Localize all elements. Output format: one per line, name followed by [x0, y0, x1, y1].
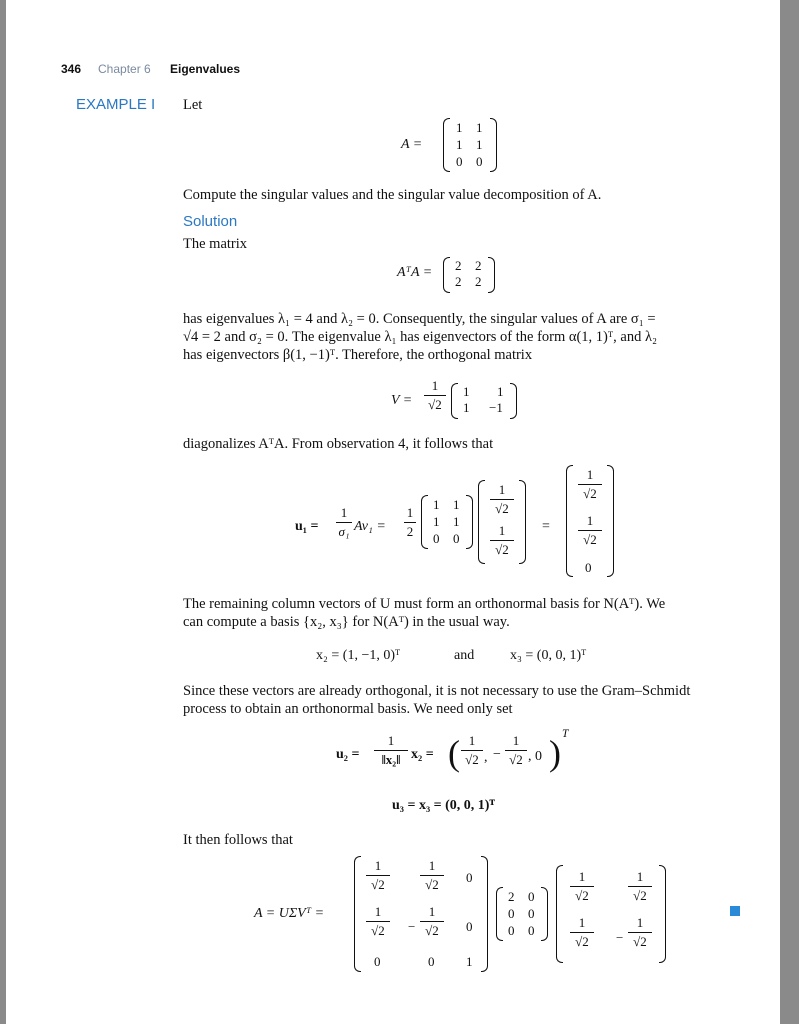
problem-statement: Compute the singular values and the singular value decomposition of A. [183, 187, 602, 203]
u1-coef2: 1 2 [404, 505, 416, 540]
u2-tail: , 0 [528, 749, 542, 764]
u1-equals: = [542, 519, 550, 534]
matrix-ata-name: AᵀA = [397, 265, 433, 280]
u2-paren-left: ( [448, 733, 460, 773]
matrix-v-coef: 1 √2 [424, 378, 446, 413]
x2-definition: x₂ = (1, −1, 0)ᵀ [316, 648, 401, 663]
para2-line2: can compute a basis {x₂, x₃} for N(Aᵀ) in the usual way. [183, 614, 510, 630]
u1-vector-v1: 1 √2 1 √2 [478, 480, 526, 564]
matrix-sigma: 2 0 0 0 0 0 [496, 887, 548, 941]
u3-equation: u₃ = x₃ = (0, 0, 1)ᵀ [392, 798, 495, 813]
u2-comma: , [484, 750, 488, 765]
u2-transpose: T [562, 728, 569, 740]
page-number: 346 [61, 62, 82, 76]
u1-coef1: 1 σ₁ [336, 505, 352, 540]
text-diagonalizes: diagonalizes AᵀA. From observation 4, it follows that [183, 436, 494, 452]
u1-result: 1 √2 1 √2 0 [566, 465, 614, 577]
x3-definition: x₃ = (0, 0, 1)ᵀ [510, 648, 587, 663]
u2-frac2: 1 √2 [505, 733, 527, 768]
para1-line3: has eigenvectors β(1, −1)ᵀ. Therefore, the orthogonal matrix [183, 347, 533, 363]
text-the-matrix: The matrix [183, 236, 248, 252]
u2-mid: x₂ = [411, 747, 434, 762]
u1-matrix-a: 1 1 1 1 0 0 [421, 495, 473, 549]
para2-line1: The remaining column vectors of U must form an orthonormal basis for N(Aᵀ). We [183, 596, 666, 612]
solution-label: Solution [183, 213, 238, 230]
chapter-title: Eigenvalues [170, 62, 241, 76]
matrix-ata: 2 2 2 2 [443, 257, 495, 293]
matrix-a-name: A = [401, 137, 423, 152]
para3-line1: Since these vectors are already orthogonal, it is not necessary to use the Gram–Schmidt [183, 683, 691, 699]
example-label: EXAMPLE I [76, 96, 156, 113]
para1-line2: √4 = 2 and σ₂ = 0. The eigenvalue λ₁ has eigenvectors of the form α(1, 1)ᵀ, and λ₂ [183, 329, 658, 345]
u1-lhs: u₁ = [295, 519, 319, 534]
u2-frac1: 1 √2 [461, 733, 483, 768]
textbook-page [6, 0, 780, 1024]
and-word: and [454, 648, 475, 663]
end-of-example-square-icon [730, 906, 740, 916]
matrix-u: 1 √2 1 √2 0 1 √2 − 1 √2 0 0 0 1 [354, 856, 488, 972]
u2-coef: 1 ‖x₂‖ [374, 733, 408, 768]
text-it-then-follows: It then follows that [183, 832, 293, 848]
matrix-v: 1 1 1 −1 [451, 383, 517, 419]
para1-line1: has eigenvalues λ₁ = 4 and λ₂ = 0. Consequently, the singular values of A are σ₁ = [183, 311, 656, 327]
matrix-v-name: V = [391, 393, 413, 408]
chapter-label: Chapter 6 [98, 62, 151, 76]
matrix-vt: 1 √2 1 √2 1 √2 − 1 √2 [556, 865, 666, 963]
matrix-a: 1 1 1 1 0 0 [443, 118, 497, 172]
u2-lhs: u₂ = [336, 747, 360, 762]
u1-mid: Av₁ = [354, 519, 386, 534]
u2-minus: − [493, 747, 501, 762]
example-intro: Let [183, 97, 203, 113]
u2-paren-right: ) [549, 733, 561, 773]
svd-lhs: A = UΣVᵀ = [254, 906, 325, 921]
para3-line2: process to obtain an orthonormal basis. We need only set [183, 701, 513, 717]
